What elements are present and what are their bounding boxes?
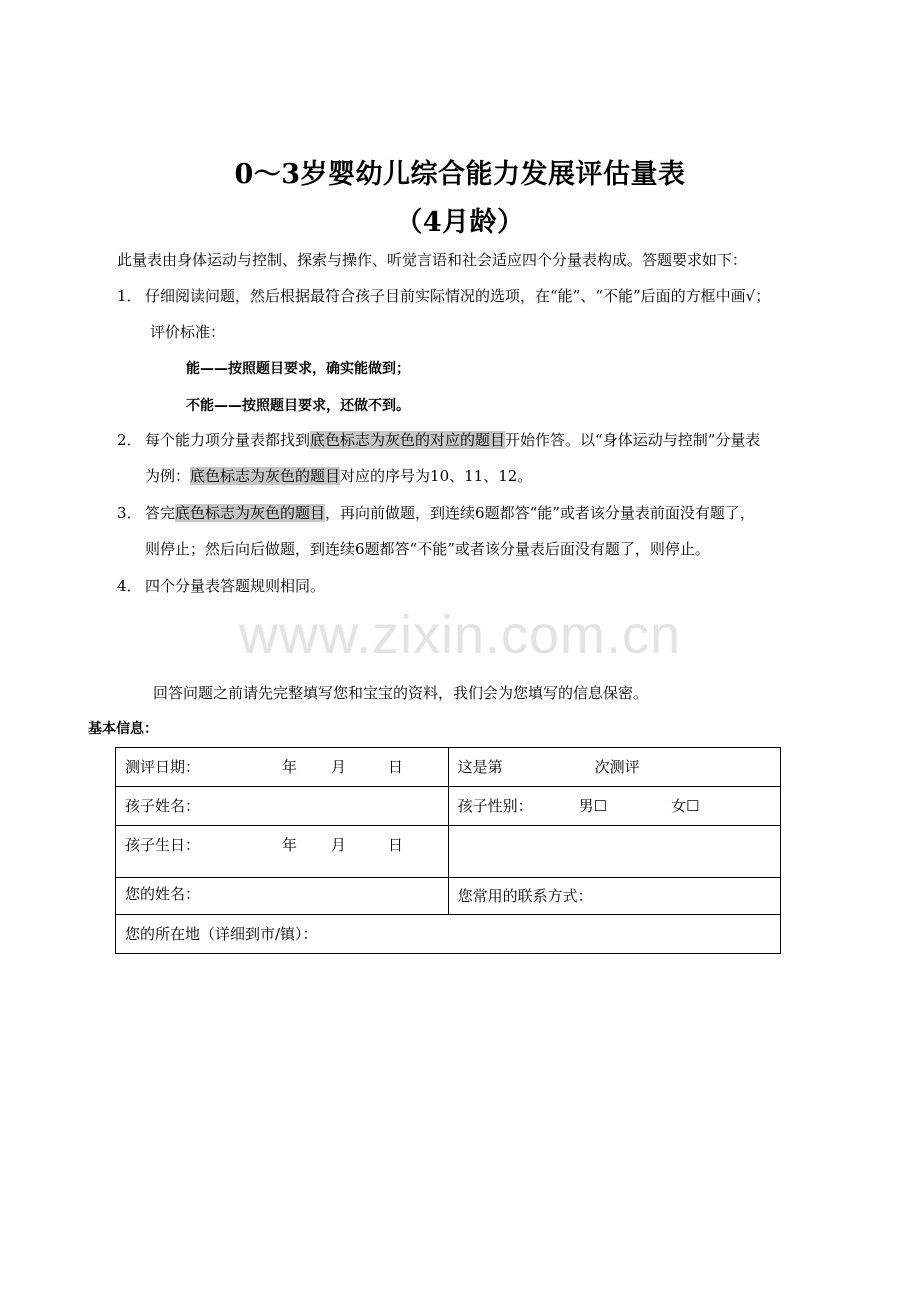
instruction-item-2	[117, 430, 760, 450]
field-label: 年	[282, 758, 298, 776]
empty-cell	[448, 826, 780, 878]
criteria-cannot: 不能——按照题目要求，还做不到。	[186, 398, 410, 414]
privacy-note: 回答问题之前请先完整填写您和宝宝的资料，我们会为您填写的信息保密。	[153, 684, 649, 702]
field-label: 次测评	[594, 758, 640, 776]
item-text: 对应的序号为10、11、12。	[340, 467, 533, 485]
location-cell[interactable]	[116, 915, 781, 954]
child-name-cell[interactable]	[116, 787, 449, 826]
field-label: 日	[388, 758, 404, 776]
page-title: 0～3岁婴幼儿综合能力发展评估量表	[234, 159, 686, 190]
item-number: 1．	[117, 287, 142, 305]
instruction-item-3-cont: 则停止；然后向后做题，到连续6题都答“不能”或者该分量表后面没有题了，则停止。	[145, 540, 710, 558]
field-label: 测评日期：	[125, 758, 201, 776]
basic-info-label: 基本信息：	[88, 721, 158, 737]
item-text: 开始作答。以“身体运动与控制”分量表	[505, 431, 761, 449]
gray-highlight-text: 底色标志为灰色的题目	[190, 467, 341, 485]
item-text: 每个能力项分量表都找到	[145, 431, 311, 449]
item-text: ，再向前做题，到连续6题都答“能”或者该分量表前面没有题了，	[325, 504, 755, 522]
field-label: 孩子生日：	[125, 836, 201, 854]
field-label: 孩子性别：	[457, 797, 533, 815]
item-text: 为例：	[145, 467, 191, 485]
gray-highlight-text: 底色标志为灰色的对应的题目	[310, 431, 506, 449]
basic-info-form	[115, 747, 781, 954]
field-label: 孩子姓名：	[125, 797, 201, 815]
gray-highlight-text: 底色标志为灰色的题目	[175, 504, 326, 522]
contact-cell[interactable]	[448, 878, 780, 915]
instruction-item-1	[117, 286, 770, 306]
item-text: 仔细阅读问题，然后根据最符合孩子目前实际情况的选项，在“能”、“不能”后面的方框中画√；	[145, 287, 771, 305]
page-subtitle: （4月龄）	[395, 207, 525, 238]
field-label: 这是第	[457, 758, 503, 776]
field-label: 您的姓名：	[125, 885, 201, 903]
child-gender-cell	[448, 787, 780, 826]
field-label: 日	[388, 836, 404, 854]
eval-date-cell[interactable]	[116, 748, 449, 787]
item-text: 四个分量表答题规则相同。	[145, 577, 326, 595]
field-label: 年	[282, 836, 298, 854]
item-number: 4．	[117, 577, 142, 595]
field-label: 您的所在地（详细到市/镇）：	[125, 925, 318, 943]
instruction-item-4	[117, 576, 325, 596]
male-checkbox[interactable]: 男☐	[578, 797, 608, 815]
instruction-item-3	[117, 503, 755, 523]
intro-paragraph: 此量表由身体运动与控制、探索与操作、听觉言语和社会适应四个分量表构成。答题要求如下：	[117, 251, 748, 269]
child-birthday-cell[interactable]	[116, 826, 449, 878]
criteria-can: 能——按照题目要求，确实能做到；	[186, 361, 410, 377]
eval-count-cell[interactable]	[448, 748, 780, 787]
your-name-cell[interactable]	[116, 878, 449, 915]
item-number: 3．	[117, 504, 142, 522]
criteria-label: 评价标准：	[150, 323, 226, 341]
item-number: 2．	[117, 431, 142, 449]
field-label: 您常用的联系方式：	[457, 887, 593, 905]
watermark: www.zixin.com.cn	[238, 605, 682, 665]
female-checkbox[interactable]: 女☐	[671, 797, 700, 815]
instruction-item-2-cont	[145, 466, 532, 486]
field-label: 月	[331, 758, 347, 776]
item-text: 答完	[145, 504, 176, 522]
field-label: 月	[331, 836, 347, 854]
